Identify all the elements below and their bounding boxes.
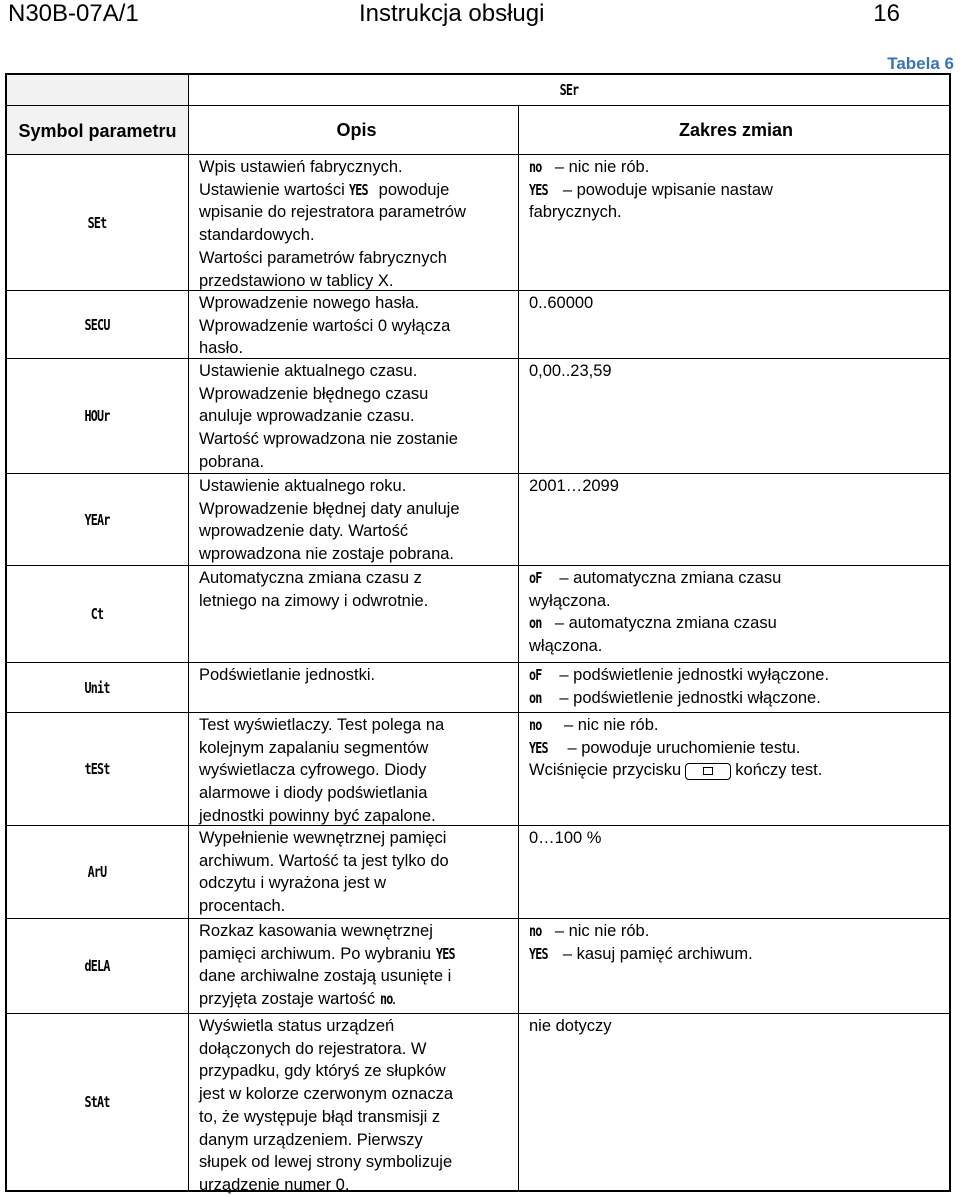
param-symbol: tESt (84, 760, 111, 778)
group-symbol: SEr (559, 81, 579, 99)
param-symbol: SECU (84, 315, 111, 334)
param-range: no – nic nie rób. YES – powoduje uruchomienie testu. Wciśnięcie przycisku kończy test. (529, 716, 823, 780)
param-range: oF – automatyczna zmiana czasu wyłączona. on – automatyczna zmiana czasu włączona. (529, 569, 782, 656)
table-row (7, 154, 949, 290)
document-title: Instrukcja obsługi (359, 0, 545, 27)
param-range: 2001…2099 (529, 477, 619, 495)
param-symbol: Unit (84, 678, 111, 697)
param-desc: Wpis ustawień fabrycznych. Ustawienie wartości YES powoduje wpisanie do rejestratora parametrów standardowych. Wartości parametrów fabrycznych przedstawiono w tablicy X. (189, 155, 519, 290)
param-desc: Rozkaz kasowania wewnętrznej pamięci archiwum. Po wybraniu YES dane archiwalne zostają usunięte i przyjęta zostaje wartość no. (189, 919, 519, 1013)
param-desc: Ustawienie aktualnego roku. Wprowadzenie błędnej daty anuluje wprowadzenie daty. Wartość wprowadzona nie zostaje pobrana. (189, 474, 519, 565)
param-symbol: Ct (91, 605, 104, 623)
table-row (7, 358, 949, 473)
param-range: no – nic nie rób. YES – kasuj pamięć archiwum. (529, 922, 753, 963)
table-row (7, 290, 949, 358)
table-row (7, 565, 949, 662)
param-range: oF – podświetlenie jednostki wyłączone. on – podświetlenie jednostki włączone. (529, 666, 830, 707)
parameter-table (5, 73, 951, 1192)
table-row (7, 918, 949, 1013)
page-header (0, 0, 960, 36)
param-desc: Test wyświetlaczy. Test polega na kolejnym zapalaniu segmentów wyświetlacza cyfrowego. Diody alarmowe i diody podświetlania jednostki powinny być zapalone. (189, 713, 519, 825)
param-desc: Ustawienie aktualnego czasu. Wprowadzenie błędnego czasu anuluje wprowadzanie czasu. Wartość wprowadzona nie zostanie pobrana. (189, 359, 519, 473)
param-desc: Automatyczna zmiana czasu z letniego na zimowy i odwrotnie. (189, 566, 519, 662)
table-row (7, 712, 949, 825)
page-number: 16 (873, 0, 900, 27)
table-row (7, 825, 949, 918)
param-symbol: SEt (88, 213, 107, 232)
param-range: 0,00..23,59 (529, 362, 612, 380)
param-range: 0..60000 (529, 294, 594, 312)
col-header-desc: Opis (189, 106, 519, 154)
col-header-range: Zakres zmian (678, 119, 794, 140)
param-range: 0…100 % (529, 829, 602, 847)
param-desc: Wypełnienie wewnętrznej pamięci archiwum. Wartość ta jest tylko do odczytu i wyrażona jest w procentach. (189, 826, 519, 918)
param-symbol: StAt (84, 1093, 111, 1111)
document-code: N30B-07A/1 (8, 0, 139, 27)
param-desc: Podświetlanie jednostki. (189, 663, 519, 712)
param-symbol: YEAr (84, 510, 111, 529)
param-range: nie dotyczy (529, 1017, 612, 1035)
table-header-row (7, 105, 949, 154)
table-row (7, 1013, 949, 1194)
table-row (7, 473, 949, 565)
param-symbol: ArU (88, 863, 107, 881)
escape-key-icon (685, 763, 731, 780)
col-header-symbol: Symbol parametru (7, 106, 189, 154)
param-desc: Wyświetla status urządzeń dołączonych do rejestratora. W przypadku, gdy któryś ze słupków jest w kolorze czerwonym oznacza to, że występuje błąd transmisji z danym urządzeniem. Pierwszy słupek od lewej strony symbolizuje urządzenie numer 0. (189, 1014, 519, 1190)
table-label: Tabela 6 (887, 54, 954, 73)
param-symbol: HOUr (84, 407, 111, 425)
param-symbol: dELA (84, 957, 111, 975)
table-group-row (7, 75, 949, 105)
param-desc: Wprowadzenie nowego hasła. Wprowadzenie wartości 0 wyłącza hasło. (189, 291, 519, 358)
table-row (7, 662, 949, 712)
param-range: no – nic nie rób. YES – powoduje wpisanie nastaw fabrycznych. (529, 158, 773, 222)
